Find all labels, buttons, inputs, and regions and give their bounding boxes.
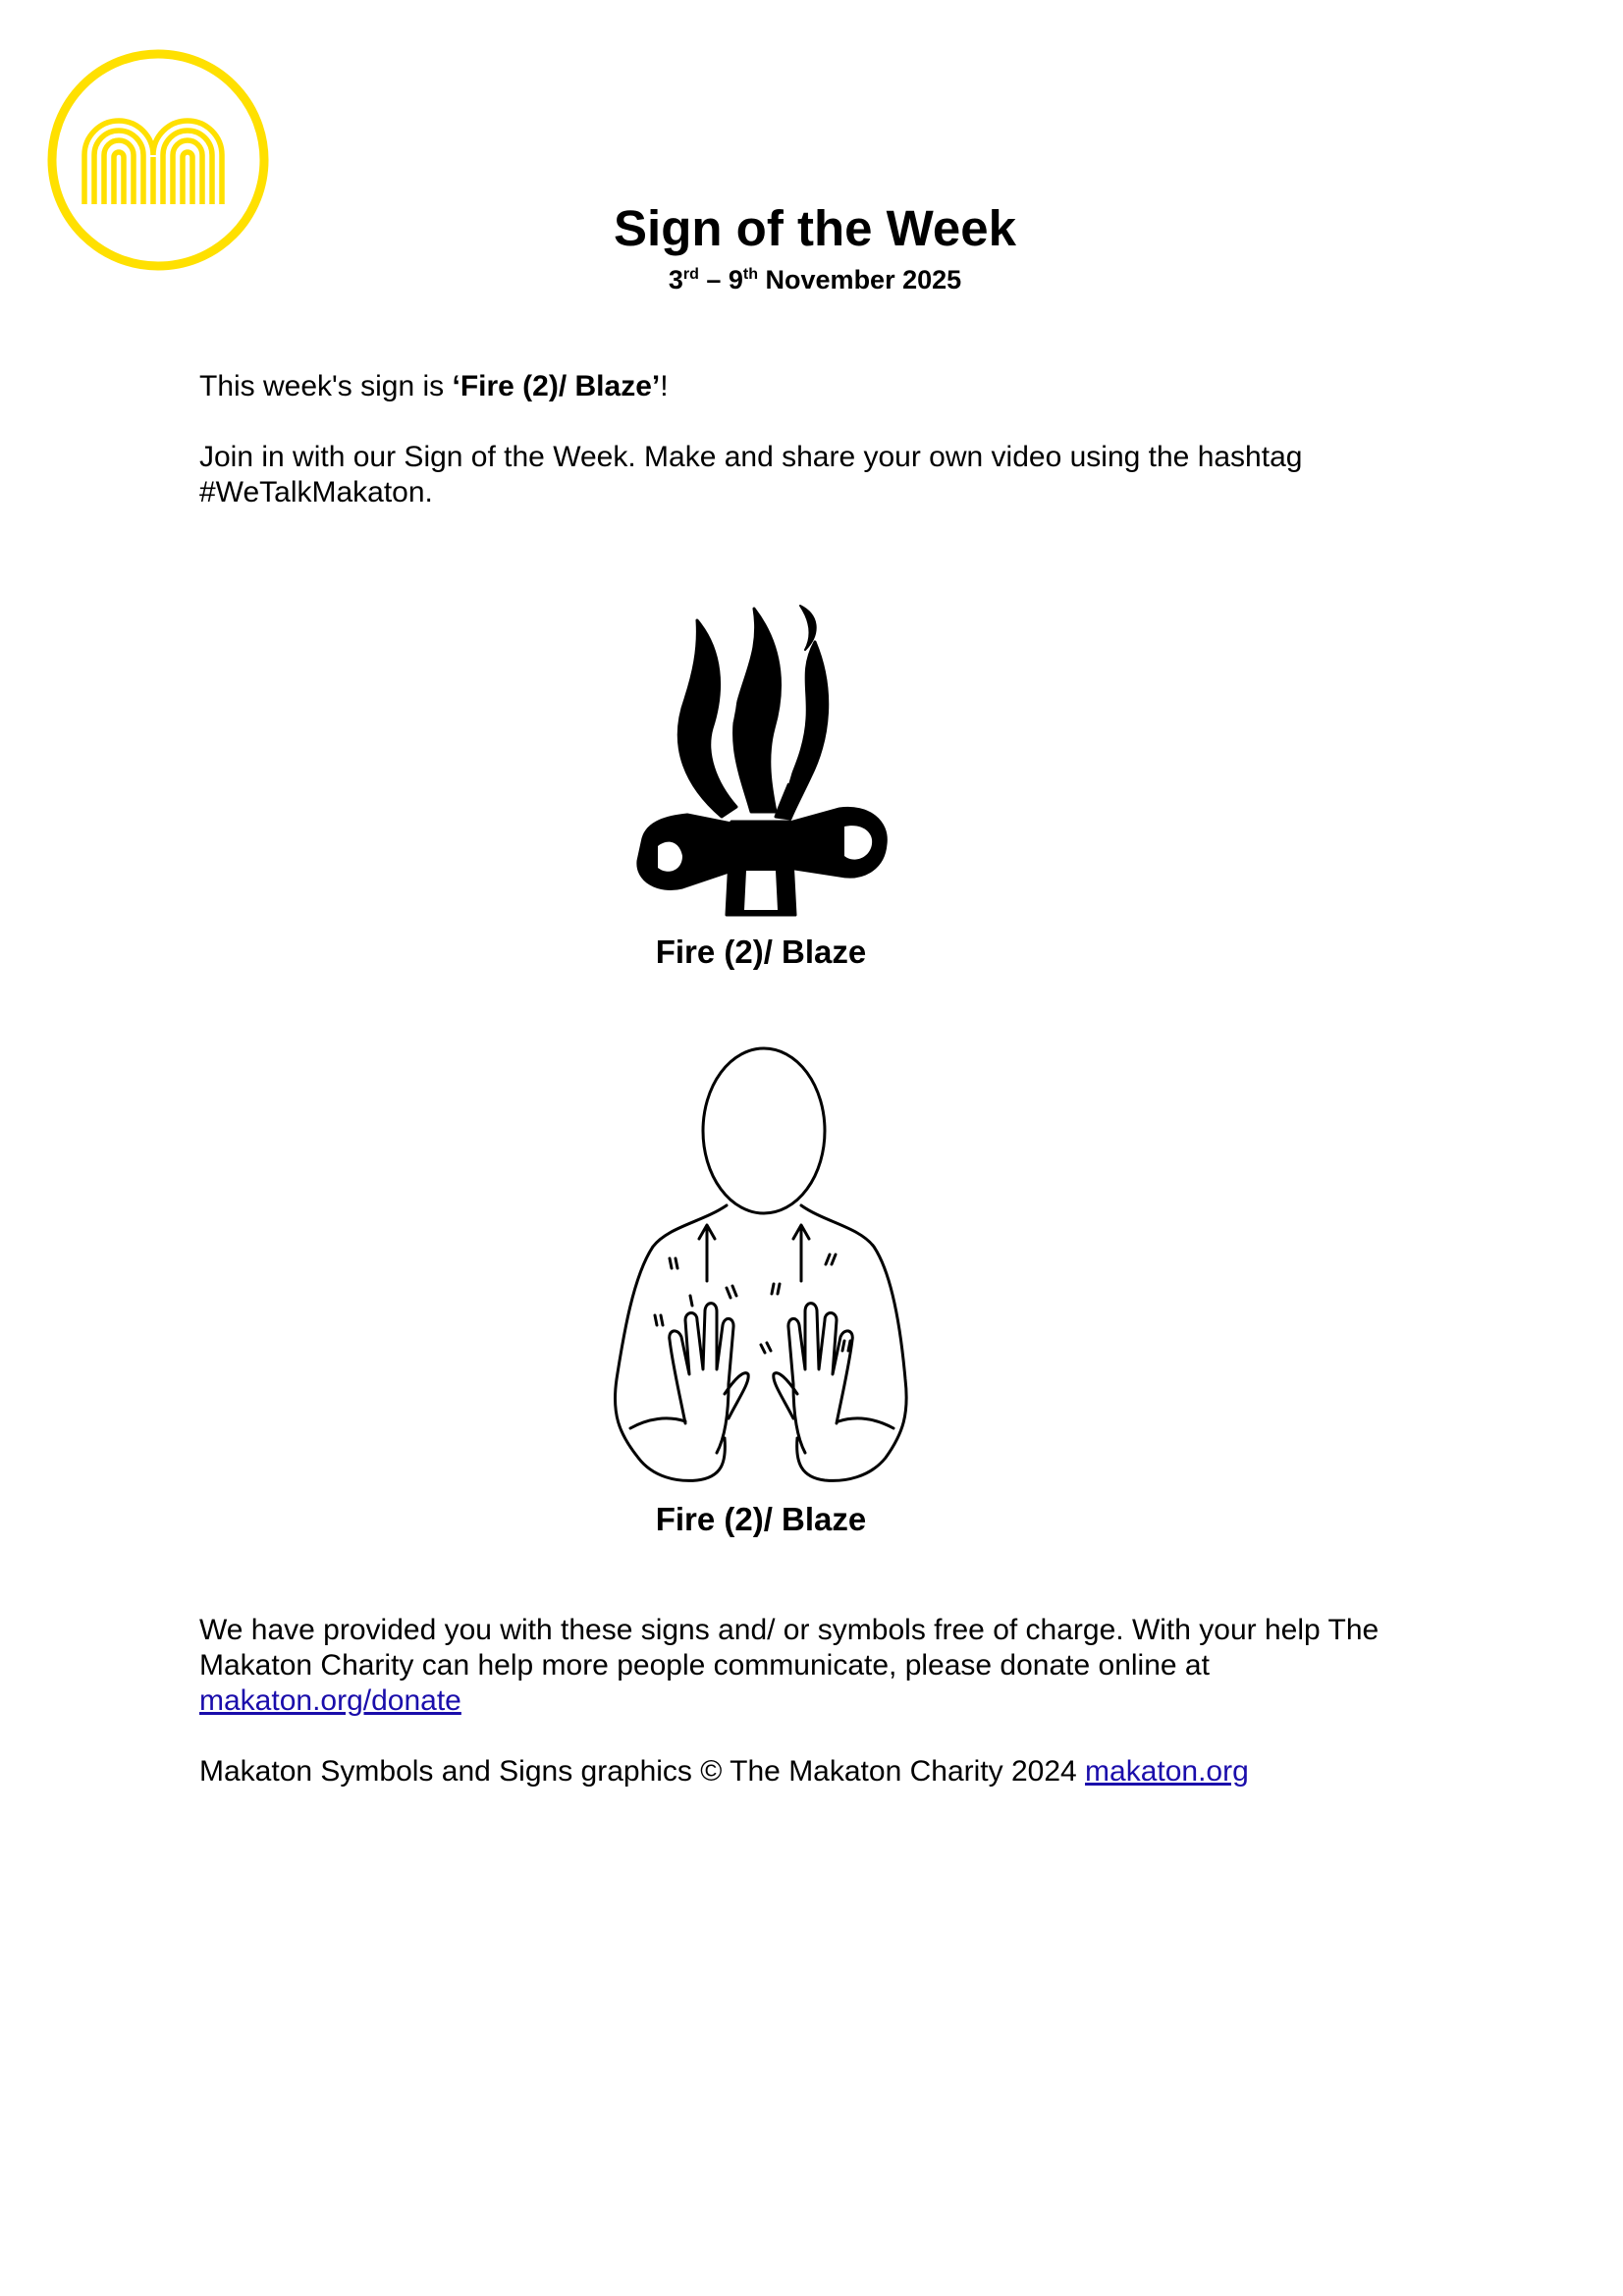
intro-prefix: This week's sign is <box>199 370 453 402</box>
date-month-year: November 2025 <box>758 265 962 294</box>
donate-paragraph <box>199 1613 1456 1719</box>
fire-sign-drawing-icon <box>609 1041 913 1487</box>
donate-link[interactable]: makaton.org/donate <box>199 1684 461 1717</box>
sign-caption: Fire (2)/ Blaze <box>655 1501 867 1537</box>
join-text: Join in with our Sign of the Week. Make and share your own video using the hashtag #WeTalkMakaton. <box>199 441 1303 508</box>
intro-suffix: ! <box>660 370 669 402</box>
join-paragraph <box>199 440 1427 510</box>
copyright-paragraph <box>199 1754 1446 1789</box>
date-end: 9 <box>728 265 743 294</box>
date-end-suffix: th <box>742 266 759 283</box>
page-title: Sign of the Week <box>614 200 1016 256</box>
title-block <box>550 196 1080 296</box>
date-range <box>550 263 1080 296</box>
symbol-caption: Fire (2)/ Blaze <box>655 934 867 970</box>
date-start-suffix: rd <box>682 266 699 283</box>
donate-text: We have provided you with these signs and/ or symbols free of charge. With your help The Makaton Charity can help more people communicate, please donate online at <box>199 1614 1380 1682</box>
copyright-text: Makaton Symbols and Signs graphics © The Makaton Charity 2024 <box>199 1755 1086 1788</box>
date-separator: – <box>698 265 729 294</box>
date-start: 3 <box>668 265 683 294</box>
site-link[interactable]: makaton.org <box>1085 1755 1249 1788</box>
campfire-symbol-icon <box>628 581 893 923</box>
intro-paragraph <box>199 369 1446 404</box>
makaton-logo <box>45 47 271 273</box>
sign-name: ‘Fire (2)/ Blaze’ <box>452 370 661 402</box>
